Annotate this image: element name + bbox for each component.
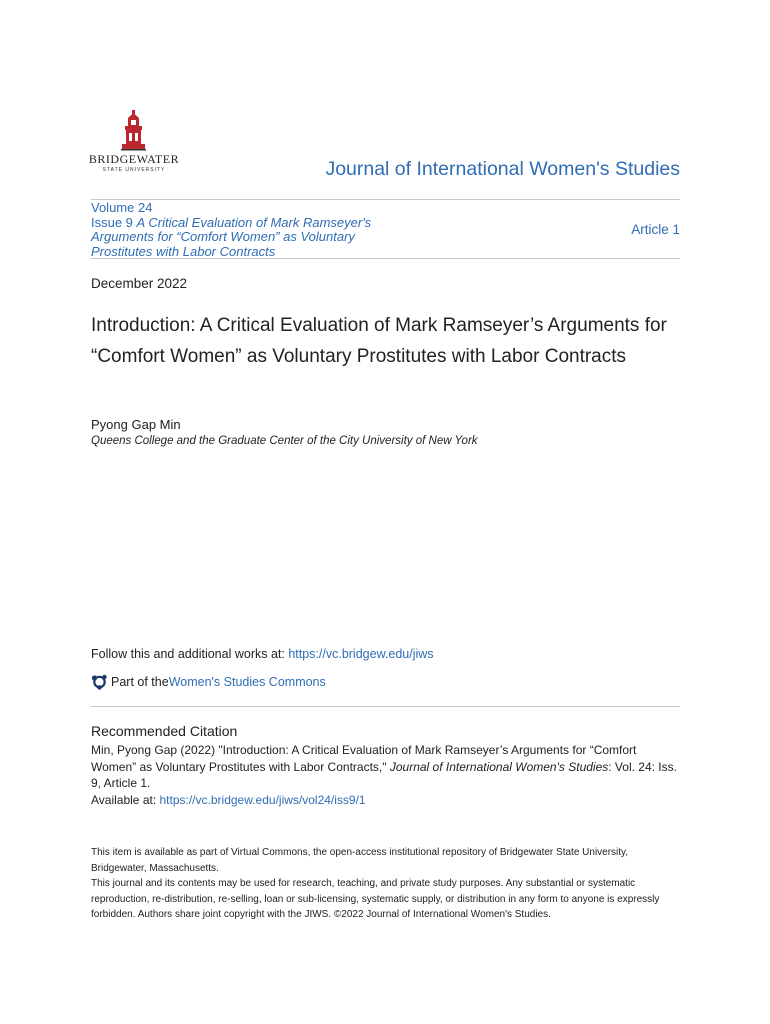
author-affiliation: Queens College and the Graduate Center of the City University of New York <box>91 435 478 447</box>
citation-text-before: Min, Pyong Gap (2022) "Introduction: A Critical Evaluation of Mark Ramseyer’s Arguments for “Comfort Women” as Voluntary Prostitutes with Labor Contracts," <box>91 743 637 774</box>
logo-subtitle: STATE UNIVERSITY <box>102 167 166 173</box>
available-label: Available at: <box>91 792 160 807</box>
volume-link[interactable]: Volume 24 <box>91 200 153 215</box>
author-name: Pyong Gap Min <box>91 417 181 432</box>
follow-line <box>91 647 434 661</box>
part-of-line <box>91 673 326 690</box>
follow-label: Follow this and additional works at: <box>91 647 289 661</box>
bridgewater-logo <box>88 108 180 178</box>
article-number-link[interactable]: Article 1 <box>631 222 680 237</box>
footer-notice <box>91 845 683 923</box>
network-icon <box>91 673 108 690</box>
footer-para-copyright: This journal and its contents may be used for research, teaching, and private study purposes. Any substantial or systematic reproduction, re-distribution, re-selling, loan or sub-licensing, systematic supply, or distribution in any form to anyone is expressly forbidden. Authors share joint copyright with the JIWS. ©2022 Journal of International Women's Studies. <box>91 878 660 920</box>
part-of-label: Part of the <box>111 674 169 689</box>
issue-title: A Critical Evaluation of Mark Ramseyer's Arguments for “Comfort Women” as Voluntary Prostitutes with Labor Contracts <box>91 214 372 259</box>
available-url-link[interactable]: https://vc.bridgew.edu/jiws/vol24/iss9/1 <box>159 792 366 807</box>
citation-text-after: : Vol. 24: Iss. 9, Article 1. <box>91 759 677 790</box>
follow-url-link[interactable]: https://vc.bridgew.edu/jiws <box>288 647 434 661</box>
article-title: Introduction: A Critical Evaluation of Mark Ramseyer’s Arguments for “Comfort Women” as Voluntary Prostitutes with Labor Contracts <box>91 315 667 367</box>
footer-para-repository: This item is available as part of Virtual Commons, the open-access institutional repository of Bridgewater State University, Bridgewater, Massachusetts. <box>91 847 629 874</box>
divider-top <box>91 199 680 200</box>
issue-info <box>91 201 391 259</box>
issue-link[interactable] <box>91 216 391 260</box>
journal-title-link[interactable]: Journal of International Women's Studies <box>325 158 680 180</box>
divider-middle <box>91 258 680 259</box>
issue-number: Issue 9 <box>91 214 133 230</box>
tower-icon <box>88 108 180 152</box>
citation-body <box>91 742 683 808</box>
publication-date: December 2022 <box>91 276 188 291</box>
citation-journal: Journal of International Women's Studies <box>389 759 609 774</box>
divider-citation <box>91 706 680 707</box>
logo-wordmark: BRIDGEWATER <box>88 152 180 166</box>
citation-heading: Recommended Citation <box>91 723 238 739</box>
womens-studies-commons-link[interactable]: Women's Studies Commons <box>168 674 326 689</box>
